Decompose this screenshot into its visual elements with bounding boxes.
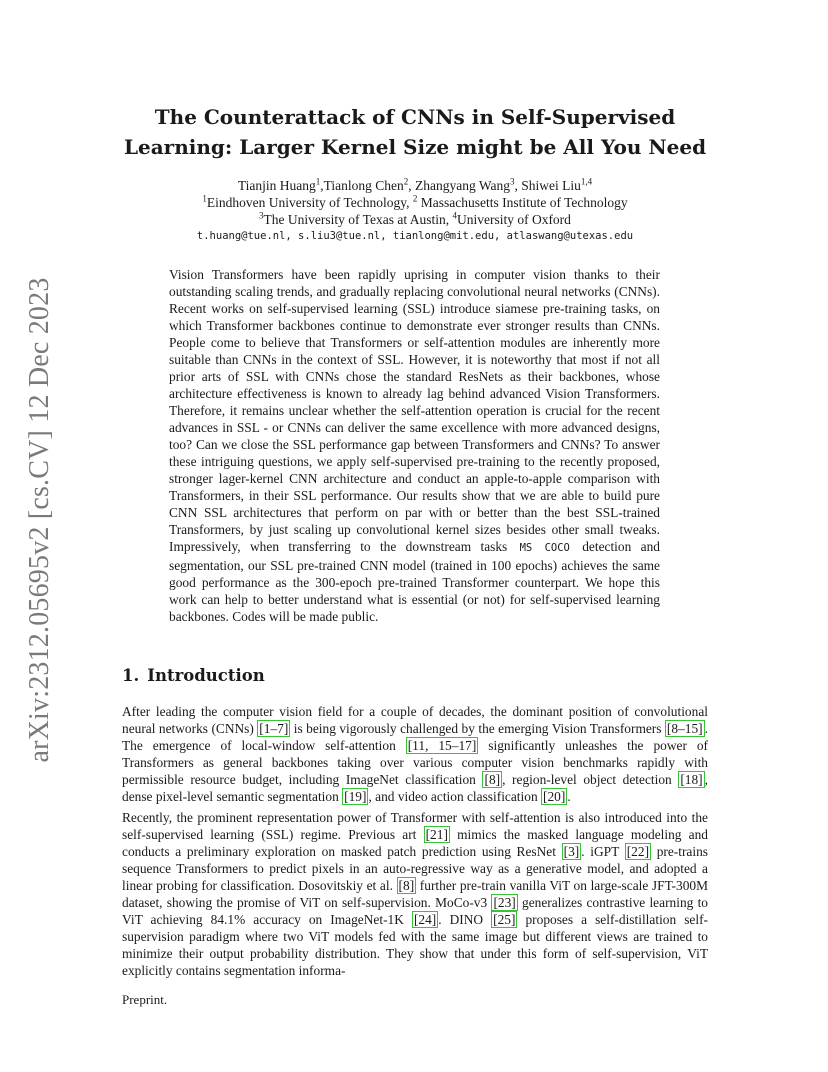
section-heading: [122, 666, 265, 685]
body-text: . DINO: [438, 912, 492, 927]
citation-link[interactable]: [23]: [493, 895, 516, 910]
body-text: After leading the computer vision field for a couple of decades, the dominant position of convolutional neural networks (CNNs): [122, 704, 708, 736]
abstract-dataset-name: MS COCO: [507, 542, 583, 554]
abstract-text: Vision Transformers have been rapidly uprising in computer vision thanks to their outstanding scaling trends, and gradually replacing convolutional neural networks (CNNs). Recent works on self-supervised learning (SSL) introduce siamese pre-training tasks, on which Transformer backbones continue to demonstrate ever stronger results than CNNs. People come to believe that Transformers or self-attention modules are inherently more suitable than CNNs in the context of SSL. However, it is noteworthy that most if not all prior arts of SSL with CNNs chose the standard ResNets as their backbones, whose architecture effectiveness is known to already lag behind advanced Vision Transformers. Therefore, it remains unclear whether the self-attention operation is crucial for the recent advances in SSL - or CNNs can deliver the same excellence with more advanced designs, too? Can we close the SSL performance gap between Transformers and CNNs? To answer these intriguing questions, we apply self-supervised pre-training to the recently proposed, stronger lager-kernel CNN architecture and conduct an apple-to-apple comparison with Transformers, in their SSL performance. Our results show that we are able to build pure CNN SSL architectures that perform on par with or better than the best SSL-trained Transformers, by just scaling up convolutional kernel sizes besides other small tweaks. Impressively, when transferring to the downstream tasks: [169, 267, 660, 554]
arxiv-identifier: arXiv:2312.05695v2 [cs.CV] 12 Dec 2023: [24, 277, 55, 763]
section-title: Introduction: [147, 666, 265, 685]
author-block: [122, 177, 708, 245]
separator: ,: [408, 178, 415, 193]
affiliation-marker: 3: [259, 210, 264, 221]
affiliation-marker: 1: [202, 193, 207, 204]
body-text: significantly unleashes the power of Transformers as general backbones taking over various computer vision benchmarks rapidly with permissible resource budget, including ImageNet classification: [122, 738, 709, 787]
citation-link[interactable]: [18]: [680, 772, 703, 787]
author-name: Zhangyang Wang: [415, 178, 511, 193]
author-name: Shiwei Liu: [521, 178, 581, 193]
body-text: is being vigorously challenged by the emerging Vision Transformers: [290, 721, 665, 736]
page-footer: Preprint.: [122, 992, 168, 1007]
body-text: , dense pixel-level semantic segmentation: [122, 772, 708, 804]
author-emails: t.huang@tue.nl, s.liu3@tue.nl, tianlong@mit.edu, atlaswang@utexas.edu: [196, 230, 634, 242]
author-name: Tianlong Chen: [323, 178, 404, 193]
affiliation: Massachusetts Institute of Technology: [417, 195, 628, 210]
affiliation: The University of Texas at Austin,: [263, 212, 453, 227]
body-text: proposes a self-distillation self-supervision paradigm where two ViT models fed with the same image but different views are trained to minimize their output probability distribution. They show that under this form of self-supervision, ViT explicitly contains segmentation informa-: [122, 912, 709, 978]
section-number: 1.: [122, 666, 140, 685]
paper-title: [122, 102, 708, 162]
arxiv-stamp: [20, 270, 60, 770]
affiliation: University of Oxford: [456, 212, 571, 227]
abstract-text: detection and segmentation, our SSL pre-trained CNN model (trained in 100 epochs) achieves the same good performance as the 300-epoch pre-trained Transformer counterpart. We hope this work can help to better understand what is essential (or not) for self-supervised learning backbones. Codes will be made public.: [169, 539, 660, 624]
affiliation-marker: 1,4: [580, 176, 593, 187]
body-text: , region-level object detection: [502, 772, 679, 787]
body-text: Recently, the prominent representation power of Transformer with self-attention is also introduced into the self-supervised learning (SSL) regime. Previous art: [122, 810, 708, 842]
citation-link[interactable]: [8]: [484, 772, 501, 787]
citation-link[interactable]: [22]: [626, 844, 650, 859]
citation-link[interactable]: [11, 15–17]: [407, 738, 477, 753]
citation-link[interactable]: [25]: [493, 912, 516, 927]
title-line-2: Learning: Larger Kernel Size might be All You Need: [123, 135, 707, 159]
separator: ,: [320, 178, 324, 193]
body-text: mimics the masked language modeling and conducts a preliminary exploration on masked patch prediction using ResNet: [122, 827, 708, 859]
body-text: pre-trains sequence Transformers to predict pixels in an auto-regressive way as a generative model, and adopted a linear probing for classification. Dosovitskiy et al.: [122, 844, 708, 893]
citation-link[interactable]: [20]: [543, 789, 566, 804]
body-text: .: [567, 789, 571, 804]
citation-link[interactable]: [8]: [398, 878, 415, 893]
affiliation-marker: 2: [412, 193, 418, 204]
citation-link[interactable]: [21]: [425, 827, 448, 842]
affiliation-marker: 1: [315, 176, 321, 187]
affiliation-marker: 4: [452, 210, 457, 221]
affiliation: Eindhoven University of Technology,: [206, 195, 413, 210]
intro-paragraph-1: [122, 703, 708, 805]
citation-link[interactable]: [24]: [413, 912, 437, 927]
citation-link[interactable]: [19]: [344, 789, 367, 804]
body-text: , and video action classification: [368, 789, 541, 804]
body-text: generalizes contrastive learning to ViT achieving 84.1% accuracy on ImageNet-1K: [122, 895, 708, 927]
separator: ,: [514, 178, 522, 193]
citation-link[interactable]: [1–7]: [259, 721, 289, 736]
affiliation-line-1: [122, 194, 708, 211]
citation-link[interactable]: [3]: [563, 844, 580, 859]
intro-paragraph-2: [122, 809, 708, 979]
citation-link[interactable]: [8–15]: [666, 721, 703, 736]
affiliation-marker: 2: [403, 176, 409, 187]
body-text: further pre-train vanilla ViT on large-scale JFT-300M dataset, showing the promise of ViT on self-supervision. MoCo-v3: [122, 878, 708, 910]
affiliation-line-2: [122, 211, 708, 228]
author-names: [122, 177, 708, 194]
body-text: . The emergence of local-window self-attention: [122, 721, 708, 753]
body-text: . iGPT: [581, 844, 625, 859]
abstract: [169, 266, 660, 625]
author-name: Tianjin Huang: [237, 178, 316, 193]
title-line-1: The Counterattack of CNNs in Self-Supervised: [154, 105, 676, 129]
affiliation-marker: 3: [510, 176, 515, 187]
